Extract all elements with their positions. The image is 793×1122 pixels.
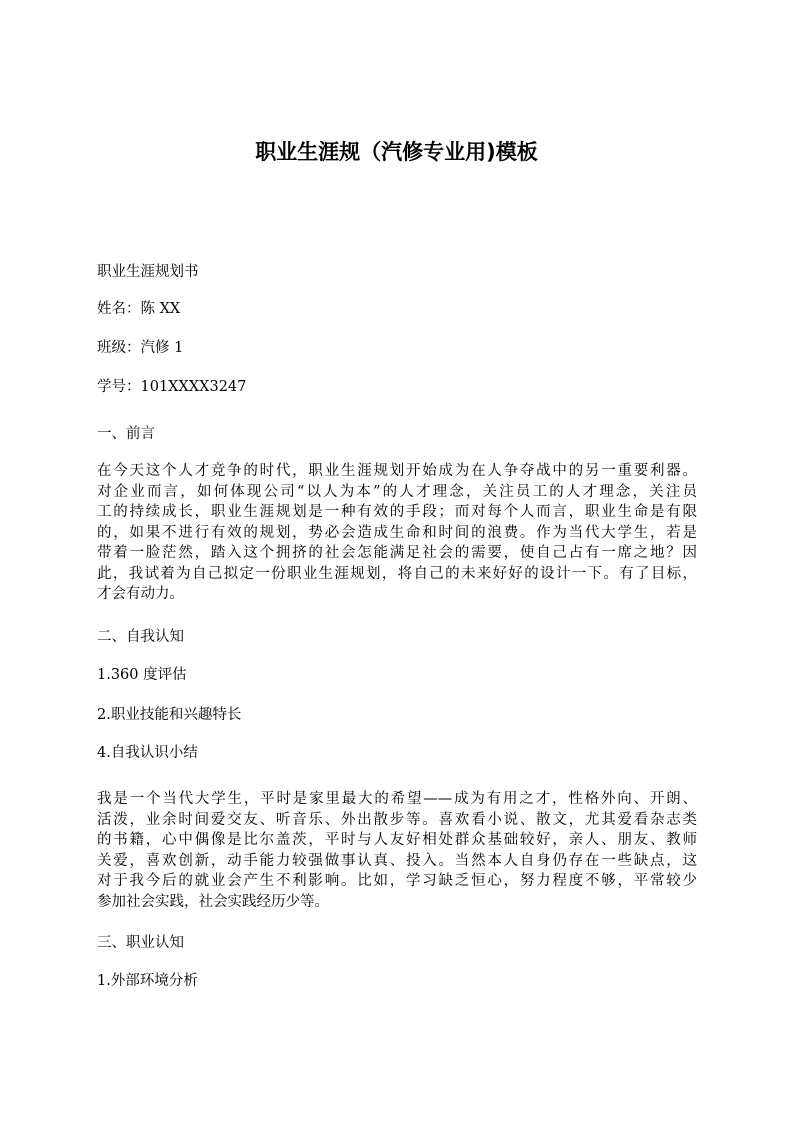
class-line: 班级：汽修 1 <box>97 340 184 356</box>
paragraph-line: 参加社会实践，社会实践经历少等。 <box>97 893 329 910</box>
item-self-summary: 4.自我认识小结 <box>97 745 198 761</box>
paragraph-line: 对于我今后的就业会产生不利影响。比如，学习缺乏恒心，努力程度不够，平常较少 <box>97 873 697 889</box>
paragraph-line: 我是一个当代大学生，平时是家里最大的希望——成为有用之才，性格外向、开朗、 <box>97 791 697 807</box>
item-skills-interests: 2.职业技能和兴趣特长 <box>97 707 242 723</box>
paragraph-line: 在今天这个人才竞争的时代，职业生涯规划开始成为在人争夺战中的另一重要利器。 <box>97 463 697 479</box>
document-title: 职业生涯规（汽修专业用)模板 <box>255 140 538 164</box>
item-external-environment: 1.外部环境分析 <box>97 973 198 989</box>
section-self-awareness-heading: 二、自我认知 <box>97 629 184 645</box>
paragraph-line: 活泼，业余时间爱交友、听音乐、外出散步等。喜欢看小说、散文，尤其爱看杂志类 <box>97 811 697 828</box>
paragraph-line: 此，我试着为自己拟定一份职业生涯规划，将自己的未来好好的设计一下。有了目标， <box>97 565 697 582</box>
section-preface-heading: 一、前言 <box>97 426 155 442</box>
preface-paragraph <box>97 461 697 605</box>
paragraph-line: 才会有动力。 <box>97 586 184 602</box>
self-summary-paragraph <box>97 789 697 912</box>
section-career-awareness-heading: 三、职业认知 <box>97 935 184 951</box>
document-heading: 职业生涯规划书 <box>97 264 199 280</box>
name-line: 姓名：陈 XX <box>97 301 181 317</box>
paragraph-line: 工的持续成长，职业生涯规划是一种有效的手段；而对每个人而言，职业生命是有限 <box>97 504 697 520</box>
paragraph-line: 的书籍，心中偶像是比尔盖茨，平时与人友好相处群众基础较好，亲人、朋友、教师 <box>97 832 697 848</box>
paragraph-line: 的，如果不进行有效的规划，势必会造成生命和时间的浪费。作为当代大学生，若是 <box>97 524 697 541</box>
paragraph-line: 关爱，喜欢创新，动手能力较强做事认真、投入。当然本人自身仍存在一些缺点，这 <box>97 852 697 869</box>
paragraph-line: 带着一脸茫然，踏入这个拥挤的社会怎能满足社会的需要，使自己占有一席之地？因 <box>97 545 697 561</box>
student-id-line: 学号：101XXXX3247 <box>97 379 247 395</box>
item-360-evaluation: 1.360 度评估 <box>97 667 187 683</box>
paragraph-line: 对企业而言，如何体现公司“以人为本”的人才理念，关注员工的人才理念，关注员 <box>97 483 697 500</box>
